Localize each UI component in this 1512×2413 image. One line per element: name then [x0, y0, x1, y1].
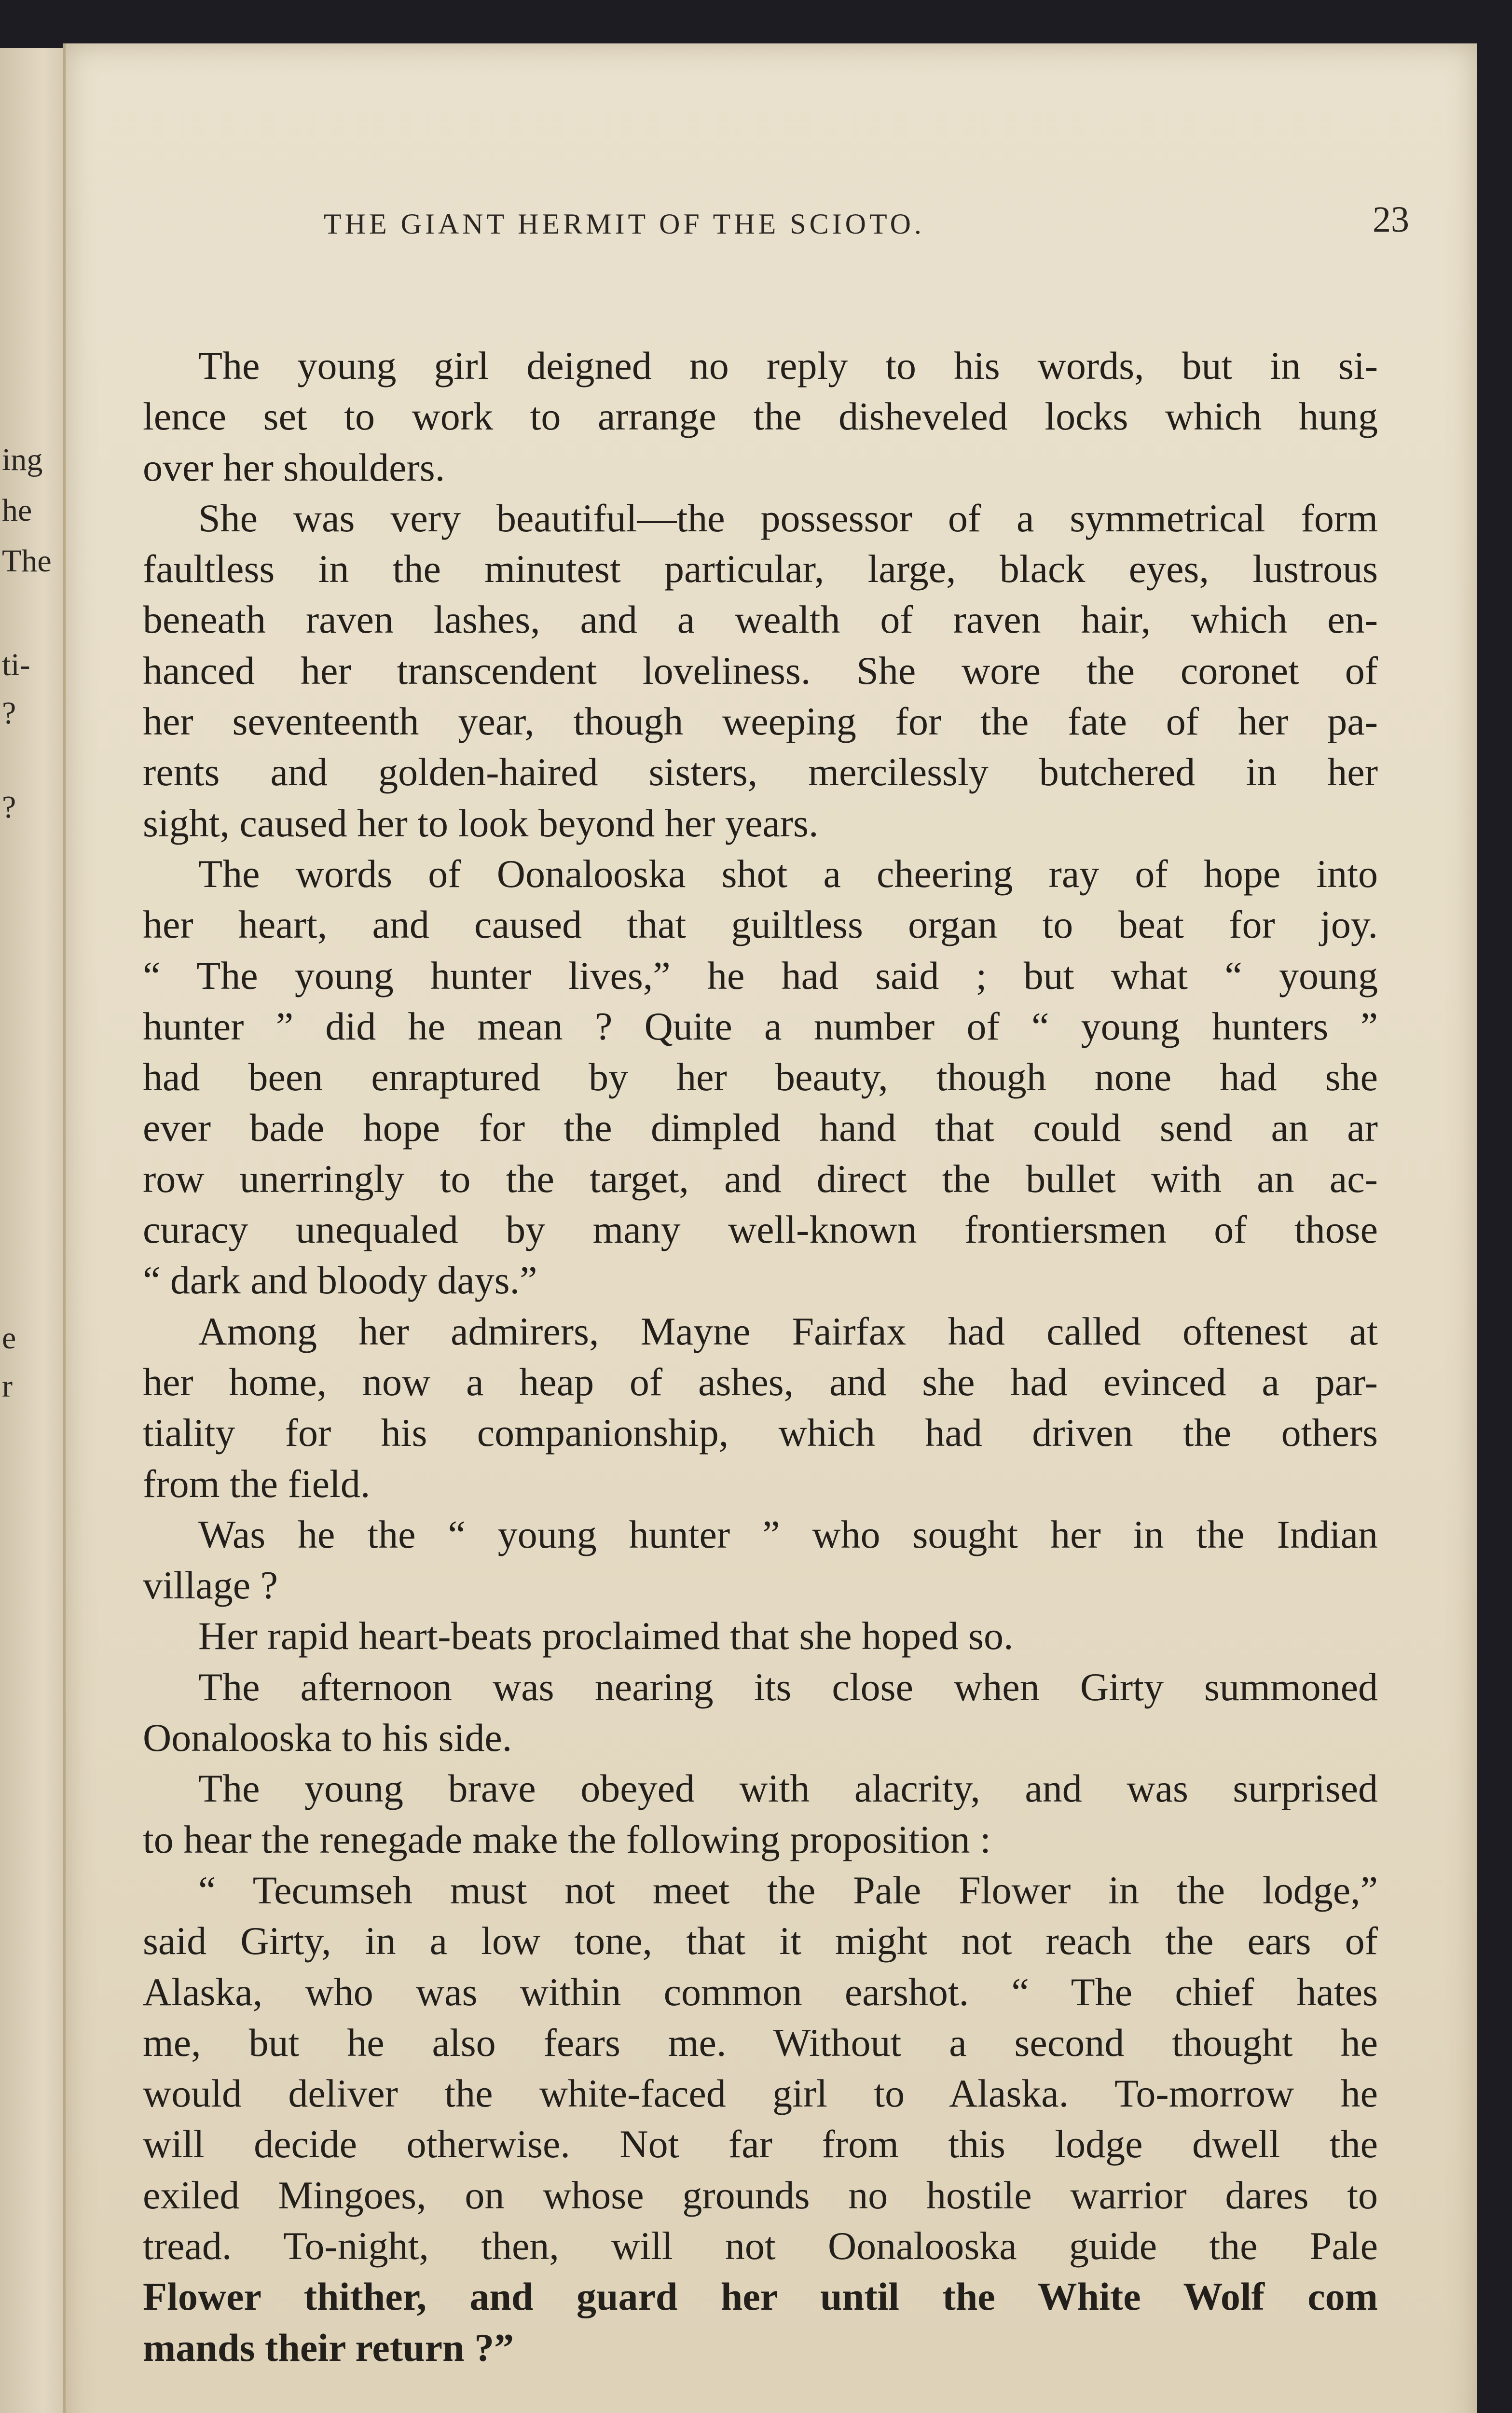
- text-line: She was very beautiful—the possessor of a symmetrical form: [198, 496, 1378, 540]
- prev-page-fragment: The: [2, 543, 52, 579]
- text-line: Oonalooska to his side.: [143, 1716, 512, 1760]
- text-line: Was he the “ young hunter ” who sought her in the Indian: [198, 1512, 1378, 1556]
- text-line: tiality for his companionship, which had driven the others: [143, 1411, 1378, 1455]
- prev-page-fragment: ti-: [2, 647, 30, 682]
- book-page: [63, 43, 1477, 2413]
- prev-page-fragment: ing: [2, 442, 43, 477]
- text-line: from the field.: [143, 1461, 371, 1506]
- text-line: beneath raven lashes, and a wealth of raven hair, which en-: [143, 597, 1378, 642]
- text-line: hunter ” did he mean ? Quite a number of “ young hunters ”: [143, 1004, 1378, 1048]
- text-line: had been enraptured by her beauty, though none had she: [143, 1055, 1378, 1099]
- running-head-title: THE GIANT HERMIT OF THE SCIOTO.: [324, 208, 925, 240]
- prev-page-fragment: e: [2, 1320, 16, 1356]
- text-line: Alaska, who was within common earshot. “ The chief hates: [143, 1969, 1378, 2014]
- text-line: ever bade hope for the dimpled hand that could send an ar: [143, 1106, 1378, 1150]
- text-line: The young girl deigned no reply to his words, but in si-: [198, 344, 1378, 388]
- text-line: exiled Mingoes, on whose grounds no hostile warrior dares to: [143, 2173, 1378, 2217]
- prev-page-fragment: r: [2, 1369, 13, 1404]
- body-text: [143, 340, 1378, 2373]
- text-line: village ?: [143, 1563, 278, 1608]
- text-line: “ The young hunter lives,” he had said ; but what “ young: [143, 953, 1378, 998]
- text-line: row unerringly to the target, and direct the bullet with an ac-: [143, 1156, 1378, 1201]
- text-line: hanced her transcendent loveliness. She wore the coronet of: [143, 648, 1378, 693]
- page-number: 23: [1373, 199, 1409, 240]
- text-line: will decide otherwise. Not far from this lodge dwell the: [143, 2122, 1378, 2166]
- text-line: faultless in the minutest particular, large, black eyes, lustrous: [143, 547, 1378, 591]
- text-line: rents and golden-haired sisters, mercilessly butchered in her: [143, 750, 1378, 794]
- text-line: Her rapid heart-beats proclaimed that she hoped so.: [198, 1614, 1014, 1658]
- text-line: “ dark and bloody days.”: [143, 1258, 537, 1303]
- text-line: curacy unequaled by many well-known frontiersmen of those: [143, 1207, 1378, 1252]
- text-line: her heart, and caused that guiltless organ to beat for joy.: [143, 902, 1378, 947]
- text-line: Flower thither, and guard her until the White Wolf com: [143, 2274, 1378, 2319]
- text-line: me, but he also fears me. Without a second thought he: [143, 2020, 1378, 2065]
- prev-page-fragment: ?: [2, 695, 16, 731]
- previous-page-edge: [0, 48, 72, 2413]
- prev-page-fragment: he: [2, 493, 32, 528]
- text-line: her home, now a heap of ashes, and she had evinced a par-: [143, 1359, 1378, 1404]
- text-line: The young brave obeyed with alacrity, and was surprised: [198, 1766, 1378, 1811]
- text-line: would deliver the white-faced girl to Alaska. To-morrow he: [143, 2071, 1378, 2116]
- text-line: The afternoon was nearing its close when Girty summoned: [198, 1664, 1378, 1709]
- text-line: mands their return ?”: [143, 2325, 514, 2370]
- text-line: said Girty, in a low tone, that it might not reach the ears of: [143, 1919, 1378, 1963]
- text-line: lence set to work to arrange the disheveled locks which hung: [143, 394, 1378, 439]
- text-line: Among her admirers, Mayne Fairfax had called oftenest at: [198, 1309, 1378, 1353]
- prev-page-fragment: ?: [2, 790, 16, 825]
- text-line: The words of Oonalooska shot a cheering ray of hope into: [198, 851, 1378, 896]
- text-line: sight, caused her to look beyond her years.: [143, 801, 819, 845]
- text-line: tread. To-night, then, will not Oonalooska guide the Pale: [143, 2223, 1378, 2268]
- text-line: her seventeenth year, though weeping for the fate of her pa-: [143, 699, 1378, 744]
- text-line: to hear the renegade make the following proposition :: [143, 1817, 991, 1861]
- text-line: over her shoulders.: [143, 445, 445, 489]
- text-line: “ Tecumseh must not meet the Pale Flower in the lodge,”: [198, 1868, 1378, 1912]
